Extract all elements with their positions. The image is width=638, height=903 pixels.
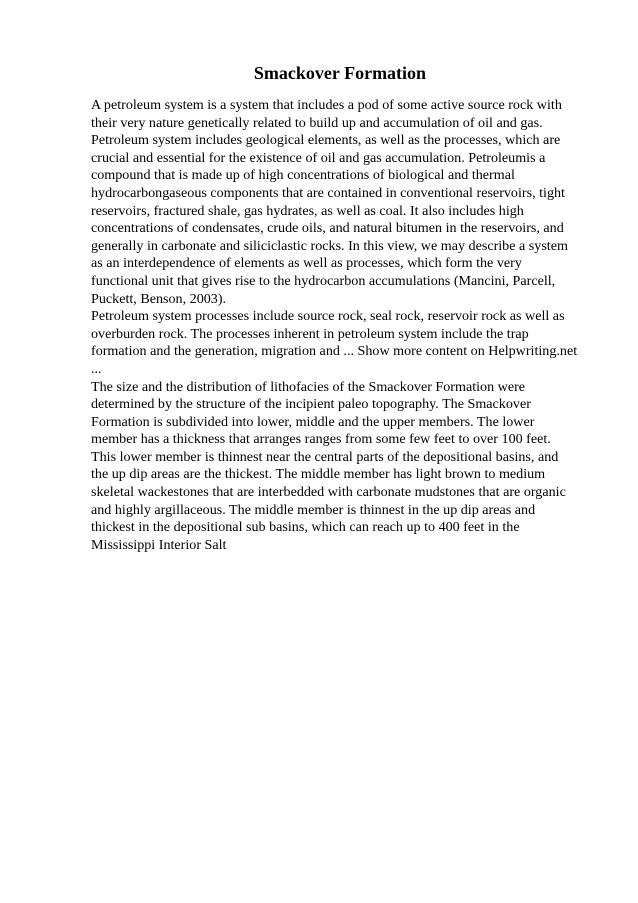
text-line: Mississippi Interior Salt — [91, 536, 227, 553]
text-line: Formation is subdivided into lower, middle and the upper members. The lower — [91, 413, 535, 430]
text-line: hydrocarbongaseous components that are contained in conventional reservoirs, tight — [91, 184, 565, 201]
text-line: crucial and essential for the existence of oil and gas accumulation. Petroleumis a — [91, 149, 546, 166]
document-body — [91, 97, 611, 554]
text-line: the up dip areas are the thickest. The middle member has light brown to medium — [91, 466, 546, 483]
text-line: formation and the generation, migration and ... Show more content on Helpwriting.net — [91, 343, 578, 360]
text-line: compound that is made up of high concentrations of biological and thermal — [91, 167, 515, 184]
text-line: Petroleum system includes geological elements, as well as the processes, which are — [91, 132, 561, 149]
text-line: This lower member is thinnest near the central parts of the depositional basins, and — [91, 448, 559, 465]
text-line: thickest in the depositional sub basins, which can reach up to 400 feet in the — [91, 519, 520, 536]
text-line: reservoirs, fractured shale, gas hydrates, as well as coal. It also includes high — [91, 202, 524, 219]
text-line: The size and the distribution of lithofacies of the Smackover Formation were — [91, 378, 526, 395]
text-line: and highly argillaceous. The middle member is thinnest in the up dip areas and — [91, 501, 536, 518]
text-line: determined by the structure of the incipient paleo topography. The Smackover — [91, 396, 531, 413]
text-line: ... — [91, 360, 102, 377]
text-line: as an interdependence of elements as well as processes, which form the very — [91, 255, 522, 272]
text-line: Puckett, Benson, 2003). — [91, 290, 227, 307]
text-line: skeletal wackestones that are interbedded with carbonate mudstones that are organic — [91, 484, 566, 501]
text-line: generally in carbonate and siliciclastic rocks. In this view, we may describe a system — [91, 237, 568, 254]
text-line: their very nature genetically related to build up and accumulation of oil and gas. — [91, 114, 543, 131]
text-line: A petroleum system is a system that includes a pod of some active source rock with — [91, 97, 562, 113]
document-title: Smackover Formation — [253, 63, 427, 83]
text-line: functional unit that gives rise to the hydrocarbon accumulations (Mancini, Parcell, — [91, 272, 556, 289]
text-line: Petroleum system processes include source rock, seal rock, reservoir rock as well as — [91, 308, 565, 325]
text-line: concentrations of condensates, crude oils, and natural bitumen in the reservoirs, and — [91, 220, 564, 237]
text-line: member has a thickness that arranges ranges from some few feet to over 100 feet. — [91, 431, 551, 448]
text-line: overburden rock. The processes inherent in petroleum system include the trap — [91, 325, 529, 342]
